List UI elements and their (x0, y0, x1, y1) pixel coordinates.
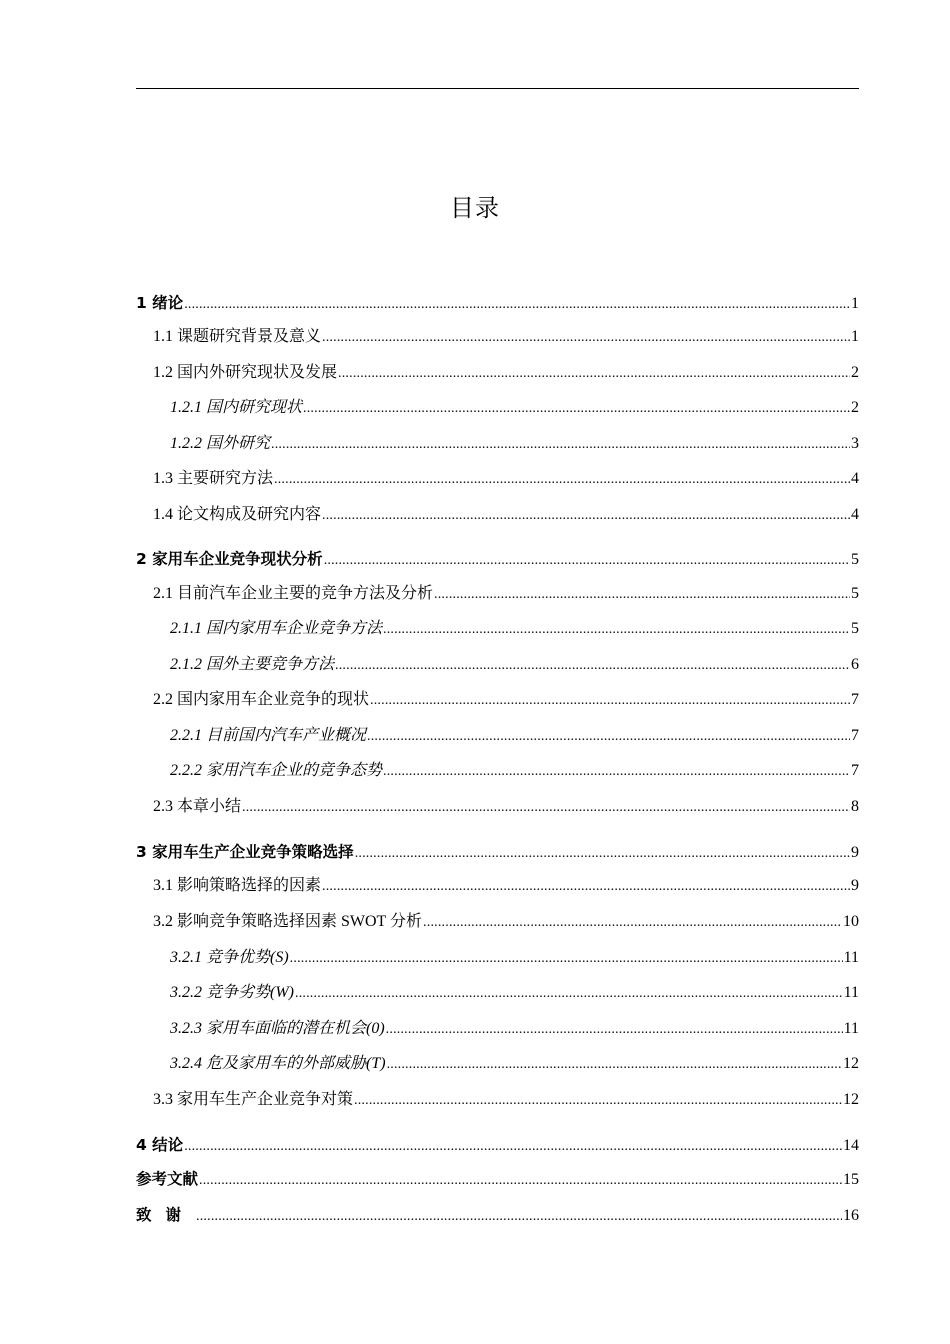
toc-entry[interactable] (136, 840, 859, 864)
toc-entry[interactable] (136, 291, 859, 315)
toc-entry[interactable] (136, 361, 859, 385)
toc-entry-label: 2.1 目前汽车企业主要的竞争方法及分析 (153, 585, 434, 602)
toc-dot-leader (434, 583, 850, 607)
toc-entry-page-number: 15 (843, 1171, 859, 1188)
toc-entry-label: 3.2.2 竞争劣势(W) (170, 984, 294, 1001)
toc-entry-page-number: 16 (843, 1207, 859, 1224)
toc-entry-page-number: 5 (851, 585, 859, 602)
toc-entry[interactable] (136, 946, 859, 970)
toc-entry-page-number: 9 (851, 844, 859, 861)
toc-entry[interactable] (136, 874, 859, 898)
toc-entry[interactable] (136, 547, 859, 571)
toc-dot-leader (370, 689, 850, 713)
toc-entry-page-number: 12 (843, 1091, 859, 1108)
toc-entry-page-number: 7 (851, 727, 859, 744)
toc-entry-label: 致谢 (136, 1206, 196, 1224)
toc-dot-leader (303, 397, 850, 421)
toc-entry[interactable] (136, 1133, 859, 1157)
toc-entry[interactable] (136, 582, 859, 606)
toc-entry-page-number: 7 (851, 691, 859, 708)
toc-dot-leader (386, 1018, 843, 1042)
toc-entry-page-number: 6 (851, 656, 859, 673)
toc-entry-label: 2.1.2 国外主要竞争方法 (170, 656, 335, 673)
toc-entry-label: 1.2.1 国内研究现状 (170, 399, 303, 416)
toc-entry-label: 1 绪论 (136, 294, 184, 312)
toc-entry-label: 3.2.1 竞争优势(S) (170, 949, 289, 966)
toc-entry-page-number: 4 (851, 470, 859, 487)
toc-entry-page-number: 10 (843, 913, 859, 930)
toc-entry-label: 3 家用车生产企业竞争策略选择 (136, 843, 354, 861)
toc-entry[interactable] (136, 325, 859, 349)
toc-entry[interactable] (136, 432, 859, 456)
toc-dot-leader (324, 549, 850, 573)
toc-entry-page-number: 1 (851, 328, 859, 345)
toc-entry-page-number: 11 (843, 949, 859, 966)
toc-dot-leader (199, 1169, 842, 1193)
toc-entry-page-number: 4 (851, 506, 859, 523)
toc-entry-page-number: 5 (851, 620, 859, 637)
toc-entry-label: 3.1 影响策略选择的因素 (153, 877, 322, 894)
toc-dot-leader (274, 468, 850, 492)
toc-entry[interactable] (136, 910, 859, 934)
toc-entry-label: 3.3 家用车生产企业竞争对策 (153, 1091, 354, 1108)
toc-entry-label: 3.2.4 危及家用车的外部威胁(T) (170, 1055, 386, 1072)
toc-entry-label: 1.2.2 国外研究 (170, 435, 271, 452)
toc-dot-leader (338, 362, 850, 386)
toc-entry-page-number: 3 (851, 435, 859, 452)
toc-dot-leader (383, 760, 850, 784)
toc-entry[interactable] (136, 467, 859, 491)
toc-entry[interactable] (136, 759, 859, 783)
toc-dot-leader (242, 796, 850, 820)
toc-entry[interactable] (136, 503, 859, 527)
toc-entry-page-number: 1 (851, 295, 859, 312)
toc-entry-label: 3.2 影响竞争策略选择因素 SWOT 分析 (153, 913, 423, 930)
toc-entry[interactable] (136, 1052, 859, 1076)
toc-dot-leader (322, 875, 850, 899)
toc-entry[interactable] (136, 688, 859, 712)
toc-entry[interactable] (136, 1017, 859, 1041)
toc-entry-label: 4 结论 (136, 1136, 184, 1154)
toc-entry-label: 1.1 课题研究背景及意义 (153, 328, 322, 345)
toc-dot-leader (387, 1053, 842, 1077)
toc-entry-label: 参考文献 (136, 1170, 199, 1188)
toc-entry-page-number: 8 (851, 798, 859, 815)
toc-dot-leader (196, 1205, 842, 1229)
toc-entry[interactable] (136, 981, 859, 1005)
toc-entry-page-number: 11 (843, 984, 859, 1001)
toc-entry-label: 2.1.1 国内家用车企业竞争方法 (170, 620, 383, 637)
toc-entry-page-number: 2 (851, 364, 859, 381)
toc-entry[interactable] (136, 1088, 859, 1112)
toc-entry-label: 2.2 国内家用车企业竞争的现状 (153, 691, 370, 708)
toc-entry-page-number: 7 (851, 762, 859, 779)
toc-dot-leader (355, 842, 850, 866)
toc-dot-leader (423, 911, 842, 935)
toc-entry-label: 1.3 主要研究方法 (153, 470, 274, 487)
toc-entry[interactable] (136, 1203, 859, 1227)
toc-entry[interactable] (136, 396, 859, 420)
toc-entry[interactable] (136, 795, 859, 819)
toc-dot-leader (295, 982, 843, 1006)
toc-dot-leader (367, 725, 850, 749)
toc-dot-leader (354, 1089, 842, 1113)
toc-dot-leader (322, 504, 850, 528)
toc-dot-leader (184, 1135, 842, 1159)
toc-entry-page-number: 11 (843, 1020, 859, 1037)
toc-entry[interactable] (136, 724, 859, 748)
toc-dot-leader (184, 293, 850, 317)
toc-dot-leader (335, 654, 850, 678)
toc-entry-label: 1.4 论文构成及研究内容 (153, 506, 322, 523)
toc-dot-leader (383, 618, 850, 642)
toc-entry-label: 1.2 国内外研究现状及发展 (153, 364, 338, 381)
toc-entry-label: 3.2.3 家用车面临的潜在机会(0) (170, 1020, 385, 1037)
toc-entry-page-number: 2 (851, 399, 859, 416)
toc-dot-leader (271, 433, 850, 457)
toc-entry[interactable] (136, 617, 859, 641)
toc-entry-page-number: 14 (843, 1137, 859, 1154)
toc-entry-label: 2.3 本章小结 (153, 798, 242, 815)
toc-entry-label: 2.2.1 目前国内汽车产业概况 (170, 727, 367, 744)
toc-entry-label: 2 家用车企业竞争现状分析 (136, 550, 323, 568)
toc-dot-leader (290, 947, 843, 971)
toc-entry[interactable] (136, 1167, 859, 1191)
toc-entry-page-number: 5 (851, 551, 859, 568)
toc-entry-page-number: 9 (851, 877, 859, 894)
toc-entry-label: 2.2.2 家用汽车企业的竞争态势 (170, 762, 383, 779)
toc-entry-page-number: 12 (843, 1055, 859, 1072)
toc-title: 目录 (450, 194, 500, 222)
header-rule (136, 88, 859, 89)
toc-entry[interactable] (136, 653, 859, 677)
toc-dot-leader (322, 326, 850, 350)
